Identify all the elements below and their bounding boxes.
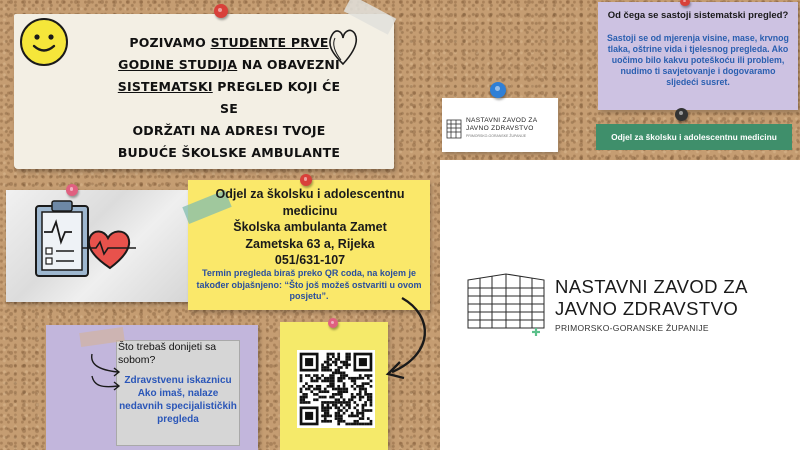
bring-question: Što trebaš donijeti sa sobom? [118,341,217,366]
big-logo-name: NASTAVNI ZAVOD ZA JAVNO ZDRAVSTVO [555,276,748,319]
address-block [200,186,420,269]
building-logo-icon [466,268,548,338]
curved-arrow-icon [88,350,128,396]
bring-item-health-card: Zdravstvenu iskaznicu [124,375,232,386]
invitation-text [110,32,348,164]
push-pin-icon [675,108,688,121]
push-pin-icon [300,174,312,186]
clinic-phone: 051/631-107 [274,253,346,267]
heart-icon [89,231,129,268]
bring-items [116,374,240,426]
big-logo-subtitle: PRIMORSKO-GORANSKE ŽUPANIJE [555,323,709,333]
push-pin-icon [328,318,338,328]
qr-code-icon[interactable] [297,350,375,428]
medical-clipboard-icon [32,198,142,282]
clinic-name: Školska ambulanta Zamet [233,220,387,234]
invitation-line-4: ODRŽATI NA ADRESI TVOJE [132,123,326,138]
invitation-line-5: BUDUĆE ŠKOLSKE AMBULANTE [117,145,341,160]
invitation-line-3: SISTEMATSKI PREGLED KOJI ĆE SE [117,79,341,116]
department-name-line-1: Odjel za školsku i adolescentnu [215,187,405,201]
curved-arrow-icon [372,296,436,380]
systematic-exam-question: Od čega se sastoji sistematski pregled? [607,10,789,21]
systematic-exam-answer: Sastoji se od mjerenja visine, mase, krvnog tlaka, oštrine vida i tjelesnog pregleda. Ako uočimo bilo kakvu poteškoću ili problem, nudimo ti savjetovanje i dogovaramo sljedeći susret. [607,33,789,87]
push-pin-icon [214,4,228,18]
small-logo-name: NASTAVNI ZAVOD ZA JAVNO ZDRAVSTVO [466,117,538,132]
smiley-icon [20,18,68,66]
push-pin-icon [490,82,506,98]
small-logo-subtitle: PRIMORSKO-GORANSKE ŽUPANIJE [466,134,527,138]
qr-instructions: Termin pregleda biraš preko QR coda, na kojem je također objašnjeno: “Što još možeš ostvariti u ovom posjetu”. [196,268,422,301]
clinic-address: Zametska 63 a, Rijeka [245,236,375,251]
department-name-line-2: medicinu [282,203,338,218]
building-logo-icon [446,114,464,140]
invitation-line-2: GODINE STUDIJA NA OBAVEZNI [118,57,340,72]
department-banner: Odjel za školsku i adolescentnu medicinu [596,124,792,150]
invitation-line-1: POZIVAMO STUDENTE PRVE [129,35,329,50]
push-pin-icon [66,184,78,196]
bring-item-reports: Ako imaš, nalaze nedavnih specijalističkih pregleda [119,388,237,425]
